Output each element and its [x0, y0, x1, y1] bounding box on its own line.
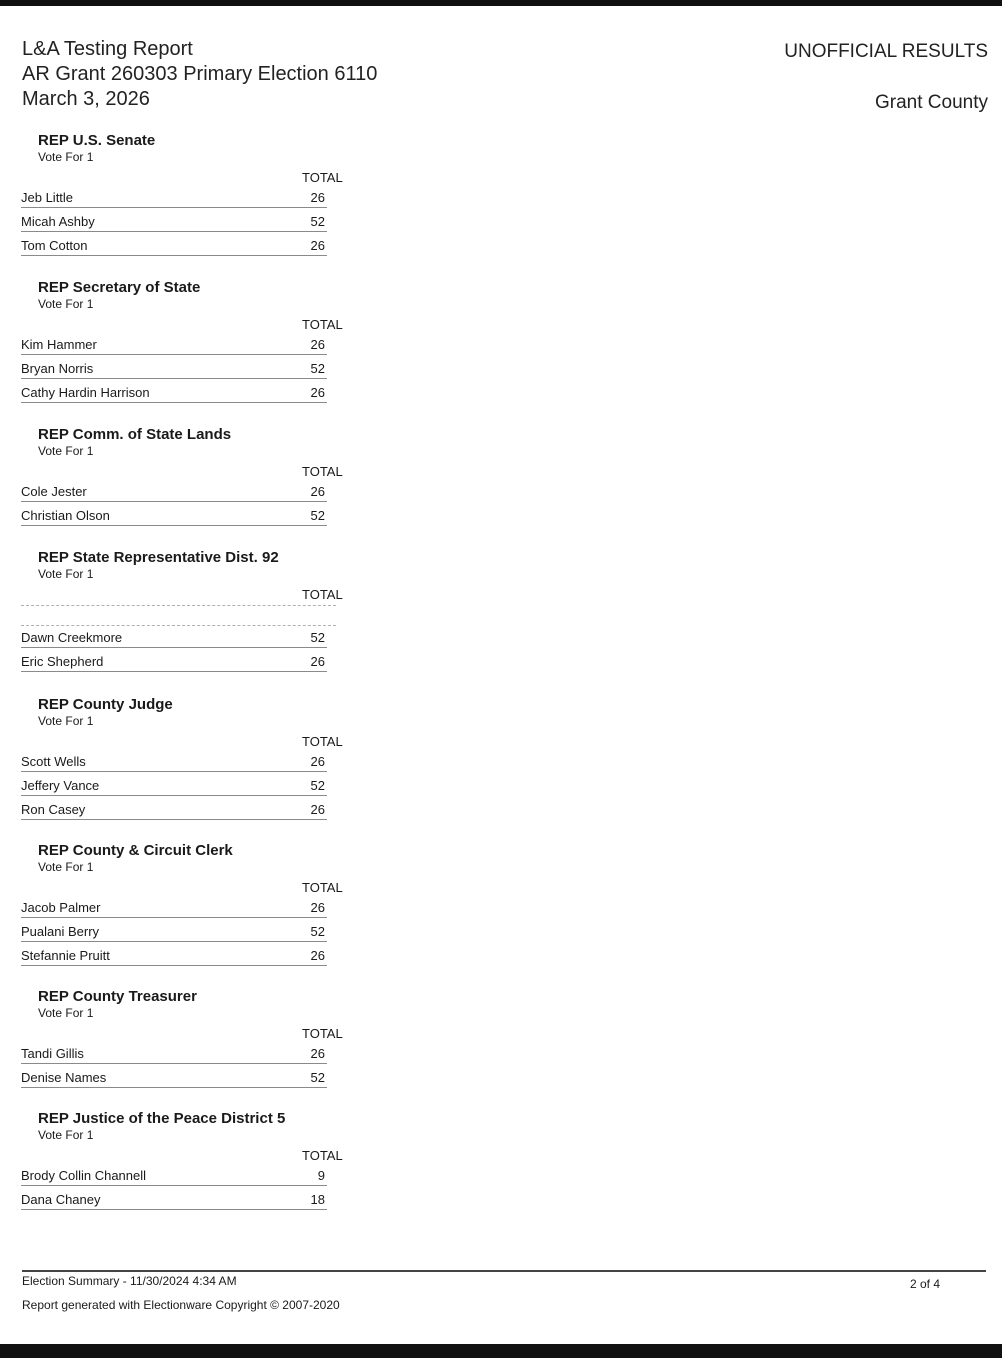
- candidate-row: [21, 334, 327, 355]
- candidate-row: [21, 799, 327, 820]
- candidate-row: [21, 235, 327, 256]
- race-title: REP County Judge: [38, 696, 173, 713]
- top-edge-bar: [0, 0, 1002, 6]
- candidate-total: 9: [317, 1168, 325, 1183]
- vote-for: Vote For 1: [38, 1128, 94, 1142]
- candidate-row: [21, 211, 327, 232]
- candidate-total: 52: [310, 214, 325, 229]
- candidate-total: 52: [310, 508, 325, 523]
- candidate-row: [21, 775, 327, 796]
- candidate-total: 52: [310, 361, 325, 376]
- candidate-name: Eric Shepherd: [21, 654, 104, 669]
- candidate-total: 26: [310, 1046, 325, 1061]
- candidate-total: 26: [310, 385, 325, 400]
- race-title: REP Comm. of State Lands: [38, 426, 232, 443]
- footer-divider: [22, 1270, 986, 1272]
- candidate-name: Dana Chaney: [21, 1192, 101, 1207]
- total-column-header: TOTAL: [302, 734, 343, 749]
- candidate-total: 52: [310, 778, 325, 793]
- candidate-row: [21, 358, 327, 379]
- candidate-row: [21, 481, 327, 502]
- candidate-row: [21, 382, 327, 403]
- vote-for: Vote For 1: [38, 860, 94, 874]
- candidate-name: Brody Collin Channell: [21, 1168, 147, 1183]
- results-status: UNOFFICIAL RESULTS: [784, 41, 988, 62]
- candidate-name: Cole Jester: [21, 484, 87, 499]
- total-column-header: TOTAL: [302, 170, 343, 185]
- total-column-header: TOTAL: [302, 317, 343, 332]
- candidate-name: Christian Olson: [21, 508, 110, 523]
- report-header: [22, 37, 377, 112]
- race-title: REP Secretary of State: [38, 279, 201, 296]
- candidate-row: [21, 1165, 327, 1186]
- candidate-name: Dawn Creekmore: [21, 630, 123, 645]
- candidate-row: [21, 1189, 327, 1210]
- bottom-edge-bar: [0, 1344, 1002, 1358]
- candidate-name: Micah Ashby: [21, 214, 95, 229]
- election-name: AR Grant 260303 Primary Election 6110: [22, 63, 378, 85]
- total-column-header: TOTAL: [302, 1026, 343, 1041]
- candidate-total: 52: [310, 1070, 325, 1085]
- candidate-row: [21, 627, 327, 648]
- candidate-row: [21, 1043, 327, 1064]
- race-title: REP County & Circuit Clerk: [38, 842, 233, 859]
- total-column-header: TOTAL: [302, 587, 343, 602]
- report-title: L&A Testing Report: [22, 38, 193, 60]
- election-summary-line: Election Summary - 11/30/2024 4:34 AM: [22, 1274, 237, 1288]
- candidate-total: 26: [310, 948, 325, 963]
- page-number: 2 of 4: [910, 1277, 941, 1291]
- vote-for: Vote For 1: [38, 714, 94, 728]
- candidate-row: [21, 897, 327, 918]
- vote-for: Vote For 1: [38, 297, 94, 311]
- race-title: REP State Representative Dist. 92: [38, 549, 279, 566]
- candidate-name: Denise Names: [21, 1070, 107, 1085]
- candidate-row: [21, 751, 327, 772]
- copyright-line: Report generated with Electionware Copyright © 2007-2020: [22, 1298, 340, 1312]
- candidate-total: 26: [310, 802, 325, 817]
- blank-row: [21, 605, 336, 626]
- candidate-row: [21, 921, 327, 942]
- candidate-row: [21, 945, 327, 966]
- candidate-name: Bryan Norris: [21, 361, 94, 376]
- vote-for: Vote For 1: [38, 444, 94, 458]
- total-column-header: TOTAL: [302, 1148, 343, 1163]
- candidate-total: 52: [310, 630, 325, 645]
- candidate-row: [21, 651, 327, 672]
- candidate-name: Tom Cotton: [21, 238, 88, 253]
- total-column-header: TOTAL: [302, 880, 343, 895]
- candidate-total: 52: [310, 924, 325, 939]
- candidate-name: Scott Wells: [21, 754, 86, 769]
- candidate-total: 26: [310, 754, 325, 769]
- candidate-name: Cathy Hardin Harrison: [21, 385, 150, 400]
- total-column-header: TOTAL: [302, 464, 343, 479]
- candidate-total: 26: [310, 654, 325, 669]
- candidate-total: 26: [310, 484, 325, 499]
- vote-for: Vote For 1: [38, 150, 94, 164]
- vote-for: Vote For 1: [38, 1006, 94, 1020]
- candidate-row: [21, 505, 327, 526]
- vote-for: Vote For 1: [38, 567, 94, 581]
- candidate-name: Tandi Gillis: [21, 1046, 84, 1061]
- race-title: REP County Treasurer: [38, 988, 197, 1005]
- blank-row: [21, 585, 336, 606]
- candidate-name: Pualani Berry: [21, 924, 100, 939]
- race-title: REP U.S. Senate: [38, 132, 156, 149]
- candidate-row: [21, 187, 327, 208]
- candidate-total: 26: [310, 190, 325, 205]
- candidate-total: 26: [310, 900, 325, 915]
- candidate-name: Jeb Little: [21, 190, 74, 205]
- candidate-total: 18: [310, 1192, 325, 1207]
- candidate-name: Jacob Palmer: [21, 900, 101, 915]
- candidate-name: Kim Hammer: [21, 337, 97, 352]
- candidate-total: 26: [310, 238, 325, 253]
- candidate-name: Ron Casey: [21, 802, 86, 817]
- candidate-row: [21, 1067, 327, 1088]
- election-date: March 3, 2026: [22, 88, 150, 110]
- candidate-name: Jeffery Vance: [21, 778, 100, 793]
- candidate-name: Stefannie Pruitt: [21, 948, 110, 963]
- county-name: Grant County: [875, 92, 988, 113]
- race-title: REP Justice of the Peace District 5: [38, 1110, 286, 1127]
- candidate-total: 26: [310, 337, 325, 352]
